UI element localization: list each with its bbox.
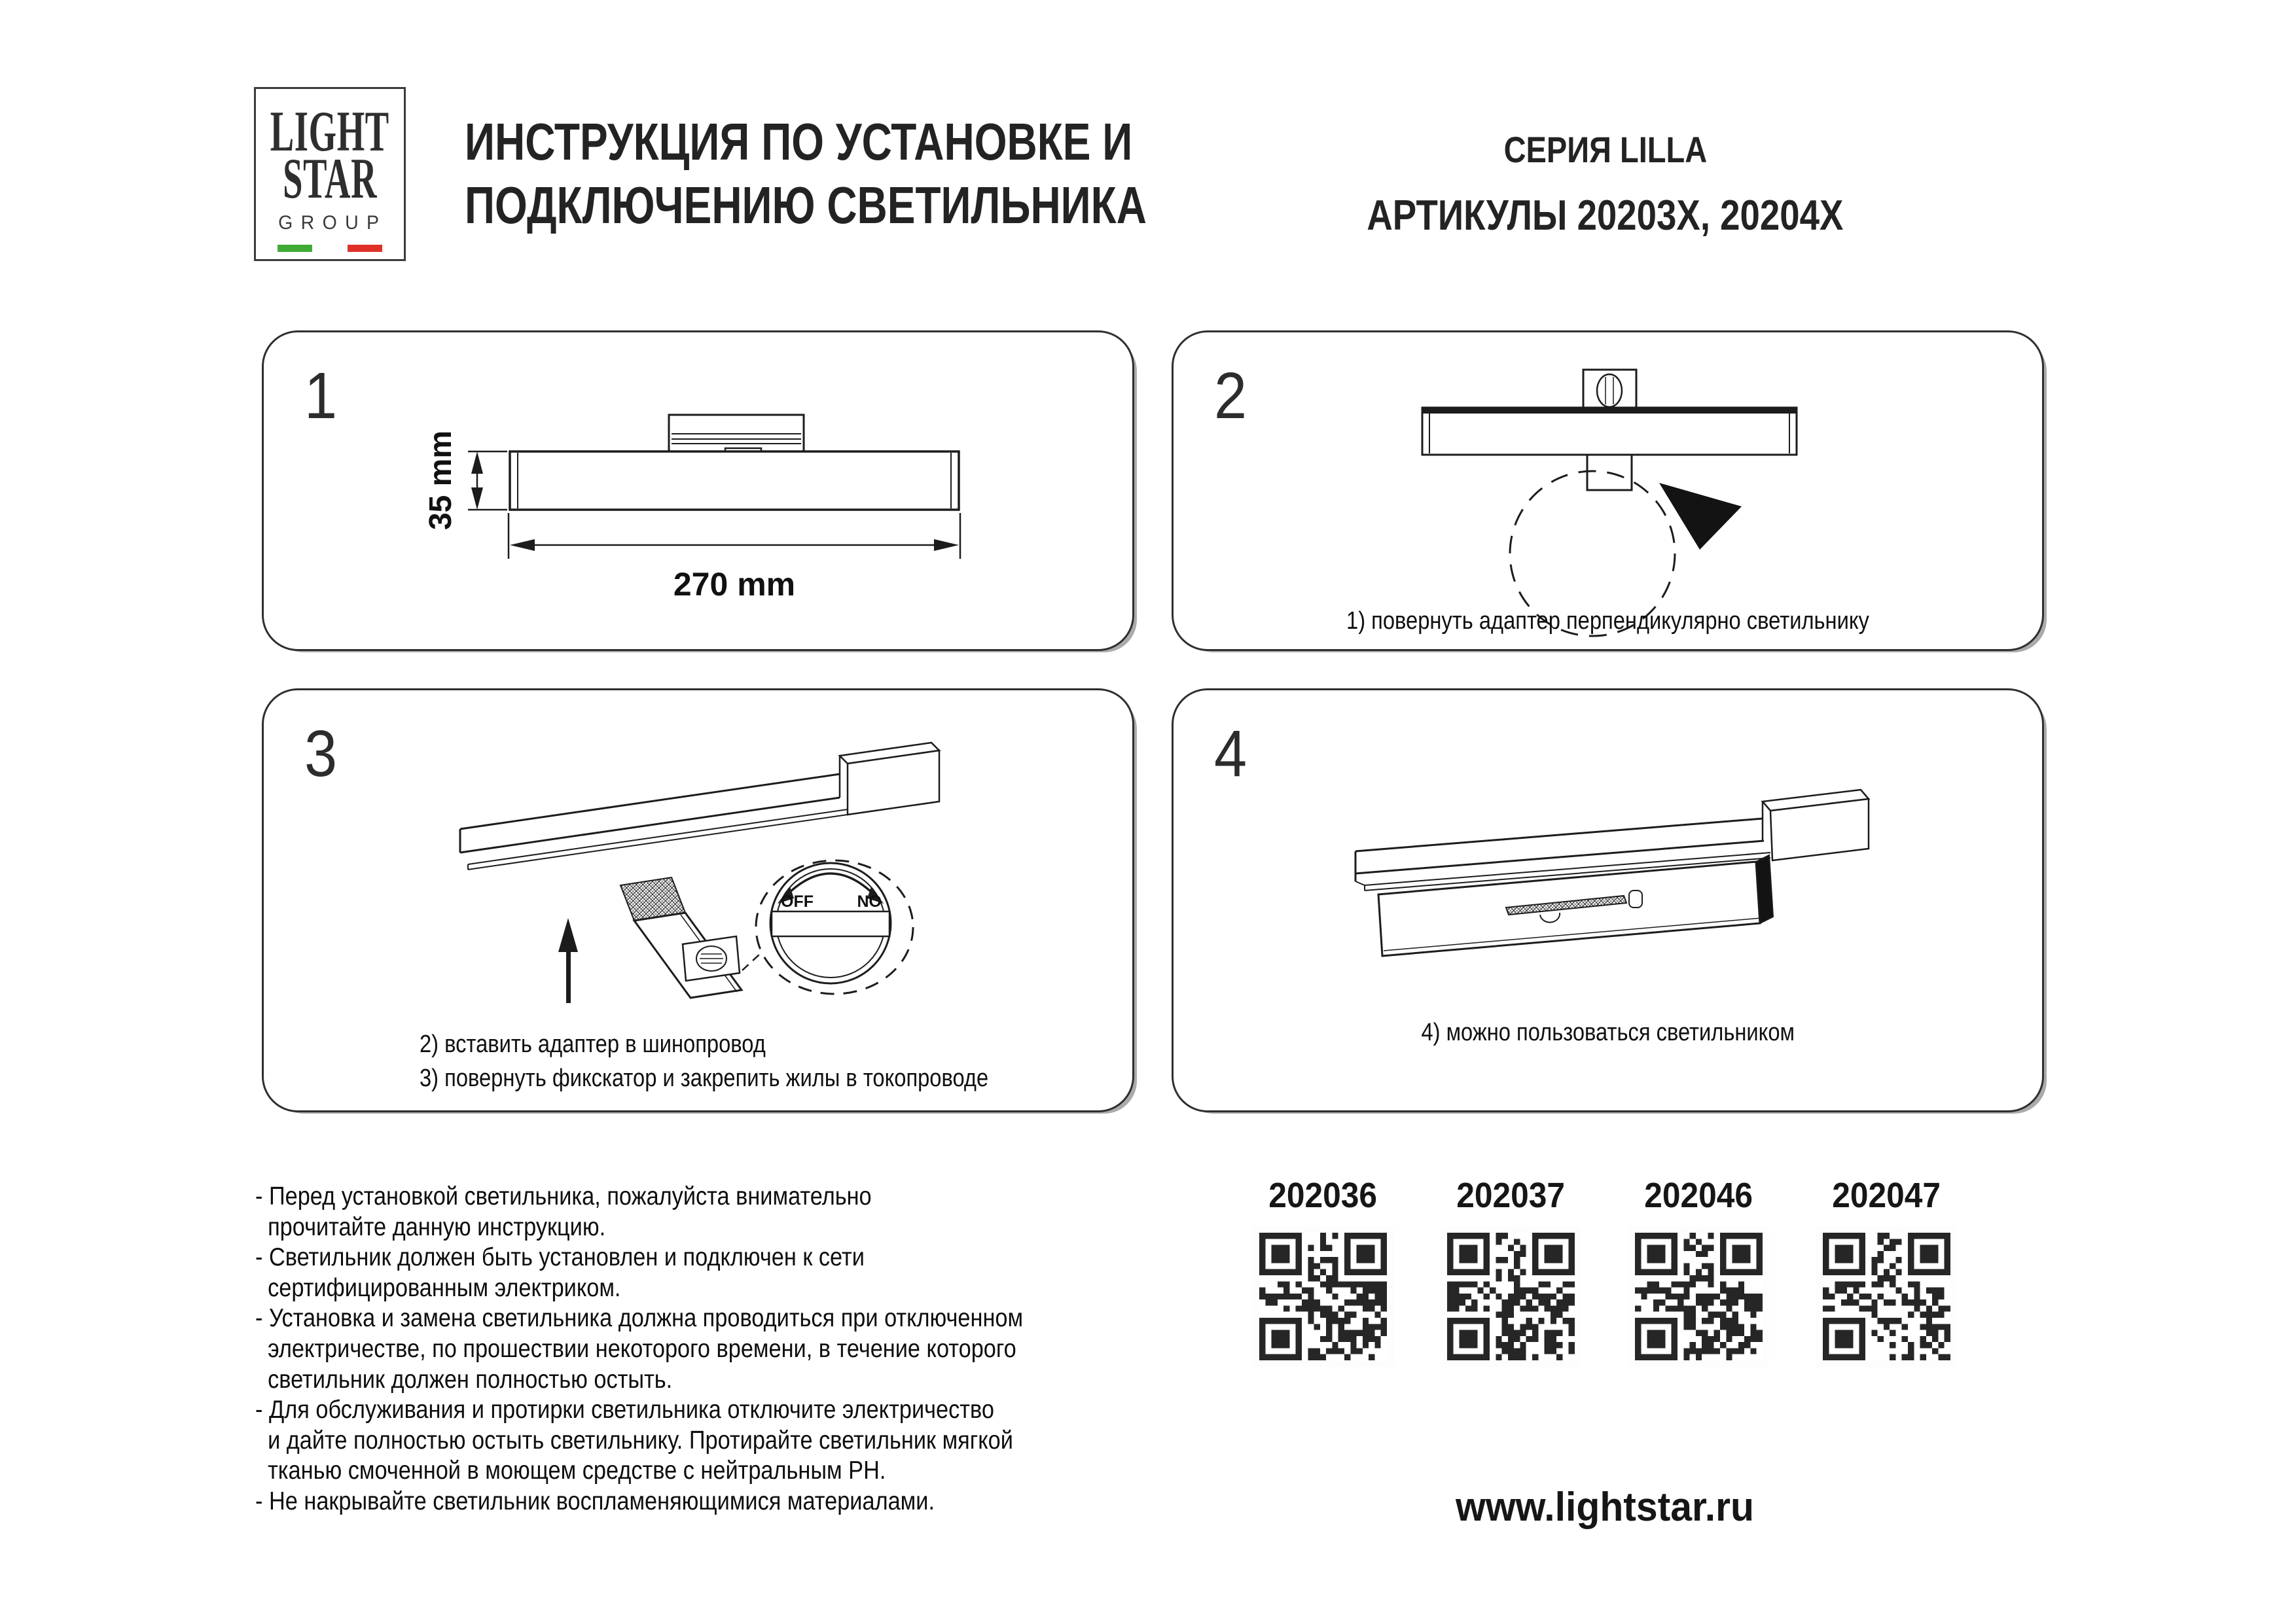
qr-code — [1635, 1233, 1763, 1360]
lightstar-logo — [254, 87, 406, 261]
italian-flag-icon — [278, 245, 382, 252]
page-title-line1: ИНСТРУКЦИЯ ПО УСТАНОВКЕ И — [465, 113, 1133, 171]
qr-article-label: 202036 — [1268, 1176, 1377, 1215]
panel-4-number: 4 — [1214, 717, 1247, 790]
warning-line: сертифицированным электриком. — [255, 1273, 621, 1302]
step-panel-3 — [262, 688, 1134, 1112]
page-title — [465, 110, 1317, 237]
rotation-arrow-icon — [1659, 483, 1742, 550]
qr-item — [1808, 1175, 1965, 1360]
panel-3-number: 3 — [304, 717, 338, 790]
qr-article-label: 202047 — [1832, 1176, 1941, 1215]
flag-red-stripe — [348, 245, 382, 252]
warning-line: прочитайте данную инструкцию. — [255, 1212, 606, 1241]
qr-section — [1244, 1175, 1965, 1360]
panel-1-number: 1 — [304, 359, 338, 432]
flag-white-stripe — [312, 245, 347, 252]
logo-star: STAR — [283, 147, 377, 211]
fixture-dimensions-drawing — [264, 332, 1136, 649]
warning-line: - Установка и замена светильника должна проводиться при отключенном — [255, 1304, 1024, 1333]
qr-article-label: 202046 — [1644, 1176, 1753, 1215]
flag-green-stripe — [278, 245, 312, 252]
dial-off-label: OFF — [781, 892, 814, 911]
panel-2-number: 2 — [1214, 359, 1247, 432]
series-title: СЕРИЯ LILLA — [1503, 129, 1707, 170]
warning-line: и дайте полностью остыть светильнику. Протирайте светильник мягкой — [255, 1426, 1013, 1455]
dim-width-label: 270 mm — [673, 566, 796, 603]
warning-line: электричестве, по прошествии некоторого времени, в течение которого — [255, 1334, 1016, 1363]
panel-2-caption: 1) повернуть адаптер перпендикулярно светильнику — [1346, 607, 1869, 635]
warning-line: тканью смоченной в моющем средстве с нейтральным PH. — [255, 1456, 886, 1485]
warning-line: - Светильник должен быть установлен и подключен к сети — [255, 1243, 865, 1272]
dim-height-label: 35 mm — [423, 430, 458, 531]
dial-on-label: NO — [857, 892, 882, 911]
warning-line: - Перед установкой светильника, пожалуйста внимательно — [255, 1182, 872, 1210]
mounted-fixture-drawing — [1174, 690, 2046, 1110]
qr-code — [1447, 1233, 1575, 1360]
qr-code — [1823, 1233, 1950, 1360]
page-title-line2: ПОДКЛЮЧЕНИЮ СВЕТИЛЬНИКА — [465, 176, 1147, 234]
logo-light: LIGHT — [270, 100, 390, 164]
step-panel-1 — [262, 330, 1134, 651]
warning-line: - Для обслуживания и протирки светильника отключите электричество — [255, 1396, 994, 1424]
adapter-rotation-drawing — [1174, 332, 2046, 649]
step-panel-4 — [1172, 688, 2044, 1112]
qr-code — [1259, 1233, 1387, 1360]
qr-item — [1432, 1175, 1589, 1360]
website-url: www.lightstar.ru — [1455, 1485, 1754, 1530]
safety-warnings-list — [255, 1182, 1128, 1517]
qr-item — [1244, 1175, 1401, 1360]
panel-4-caption: 4) можно пользоваться светильником — [1421, 1019, 1795, 1046]
panel-3-caption: 2) вставить адаптер в шинопровод 3) повернуть фикскатор и закрепить жилы в токопроводе — [420, 1031, 989, 1092]
qr-item — [1620, 1175, 1777, 1360]
series-header — [1276, 128, 1934, 239]
logo-group: GROUP — [278, 212, 387, 234]
warning-line: - Не накрывайте светильник воспламеняющимися материалами. — [255, 1487, 935, 1515]
qr-article-label: 202037 — [1456, 1176, 1565, 1215]
step-panel-2 — [1172, 330, 2044, 651]
warning-line: светильник должен полностью остыть. — [255, 1365, 673, 1394]
articles-title: АРТИКУЛЫ 20203X, 20204X — [1367, 191, 1844, 239]
